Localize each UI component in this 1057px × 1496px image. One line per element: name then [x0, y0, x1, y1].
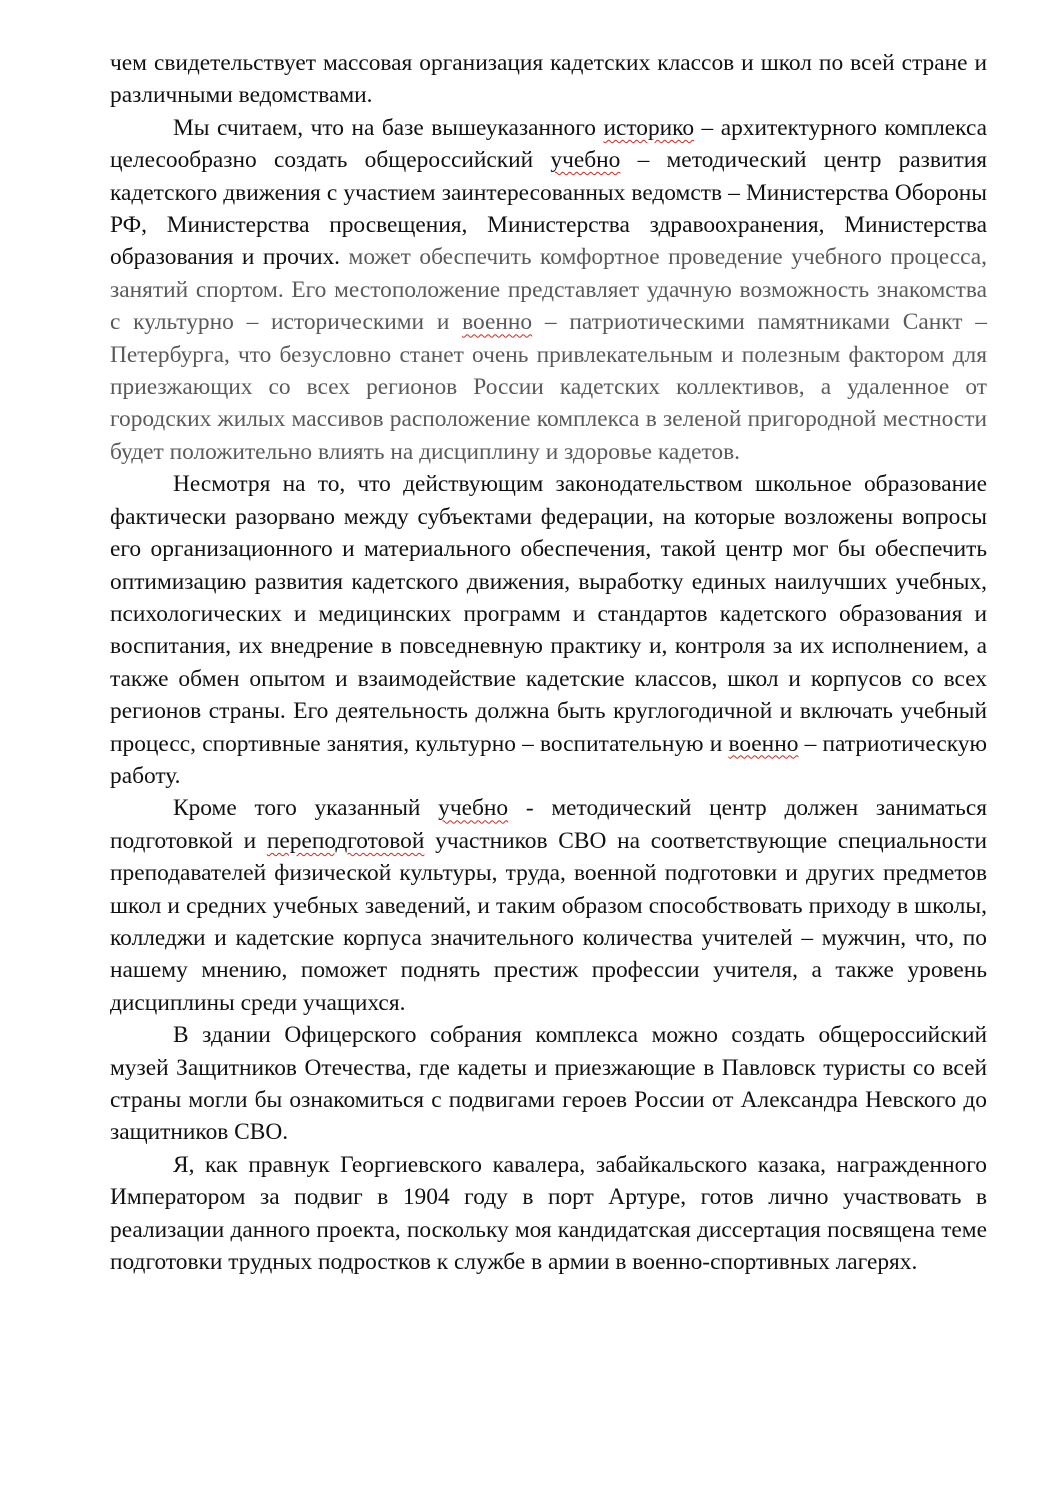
paragraph-6-text: Я, как правнук Георгиевского кавалера, забайкальского казака, награжденного Императором за подвиг в 1904 году в порт Артуре, готов лично участвовать в реализации данного проекта, поскольку моя кандидатская диссертация посвящена теме подготовки трудных подростков к службе в армии в военно-спортивных лагерях. — [110, 1151, 987, 1276]
paragraph-2-text-a: Мы считаем, что на базе вышеуказанного — [173, 114, 604, 141]
paragraph-4-text-a: Кроме того указанный — [173, 795, 439, 822]
spellcheck-word[interactable]: переподготовой — [266, 827, 425, 854]
paragraph-2-text-c: – методический центр развития кадетского движения с участием заинтересованных ведомств – Министерства Обороны РФ, Министерства просвещения, Министерства здравоохранения, Министерства образования и прочих. — [110, 147, 987, 271]
spellcheck-word[interactable]: военно — [462, 309, 533, 336]
paragraph-1 — [110, 47, 987, 112]
paragraph-4-text-c: участников СВО на соответствующие специальности преподавателей физической культуры, труда, военной подготовки и других предметов школ и средних учебных заведений, и таким образом способствовать приходу в школы, колледжи и кадетские корпуса значительного количества учителей – мужчин, что, по нашему мнению, поможет поднять престиж профессии учителя, а также уровень дисциплины среди учащихся. — [110, 827, 988, 1016]
paragraph-3 — [110, 468, 987, 792]
paragraph-6 — [110, 1149, 987, 1279]
paragraph-4 — [110, 792, 987, 1019]
spellcheck-word[interactable]: учебно — [438, 795, 509, 822]
spellcheck-word[interactable]: учебно — [550, 147, 621, 174]
paragraph-3-text-b: – патриотическую работу. — [110, 730, 987, 789]
spellcheck-word[interactable]: историко — [603, 114, 695, 141]
paragraph-2 — [110, 112, 987, 468]
paragraph-2-text-b: – архитектурного комплекса целесообразно создать общероссийский — [110, 114, 988, 174]
paragraph-2-grey-text-1: может обеспечить комфортное проведение учебного процесса, занятий спортом. Его местоположение представляет удачную возможность знакомства с культурно – историческими и — [110, 244, 987, 336]
document-page — [110, 47, 987, 1278]
paragraph-2-grey-text-2: – патриотическими памятниками Санкт – Петербурга, что безусловно станет очень привлекательным и полезным фактором для приезжающих со всех регионов России кадетских коллективов, а удаленное от городских жилых массивов расположение комплекса в зеленой пригородной местности будет положительно влиять на дисциплину и здоровье кадетов. — [110, 309, 987, 465]
spellcheck-word[interactable]: военно — [728, 730, 799, 757]
paragraph-1-text: чем свидетельствует массовая организация кадетских классов и школ по всей стране и различными ведомствами. — [110, 50, 987, 109]
paragraph-3-text-a: Несмотря на то, что действующим законодательством школьное образование фактически разорвано между субъектами федерации, на которые возложены вопросы его организационного и материального обеспечения, такой центр мог бы обеспечить оптимизацию развития кадетского движения, выработку единых наилучших учебных, психологических и медицинских программ и стандартов кадетского образования и воспитания, их внедрение в повседневную практику и, контроля за их исполнением, а также обмен опытом и взаимодействие кадетские классов, школ и корпусов со всех регионов страны. Его деятельность должна быть круглогодичной и включать учебный процесс, спортивные занятия, культурно – воспитательную и — [110, 471, 987, 757]
paragraph-5 — [110, 1019, 987, 1149]
paragraph-4-text-b: - методический центр должен заниматься подготовкой и — [110, 795, 987, 854]
paragraph-5-text: В здании Офицерского собрания комплекса можно создать общероссийский музей Защитников Отечества, где кадеты и приезжающие в Павловск туристы со всей страны могли бы ознакомиться с подвигами героев России от Александра Невского до защитников СВО. — [110, 1022, 987, 1146]
